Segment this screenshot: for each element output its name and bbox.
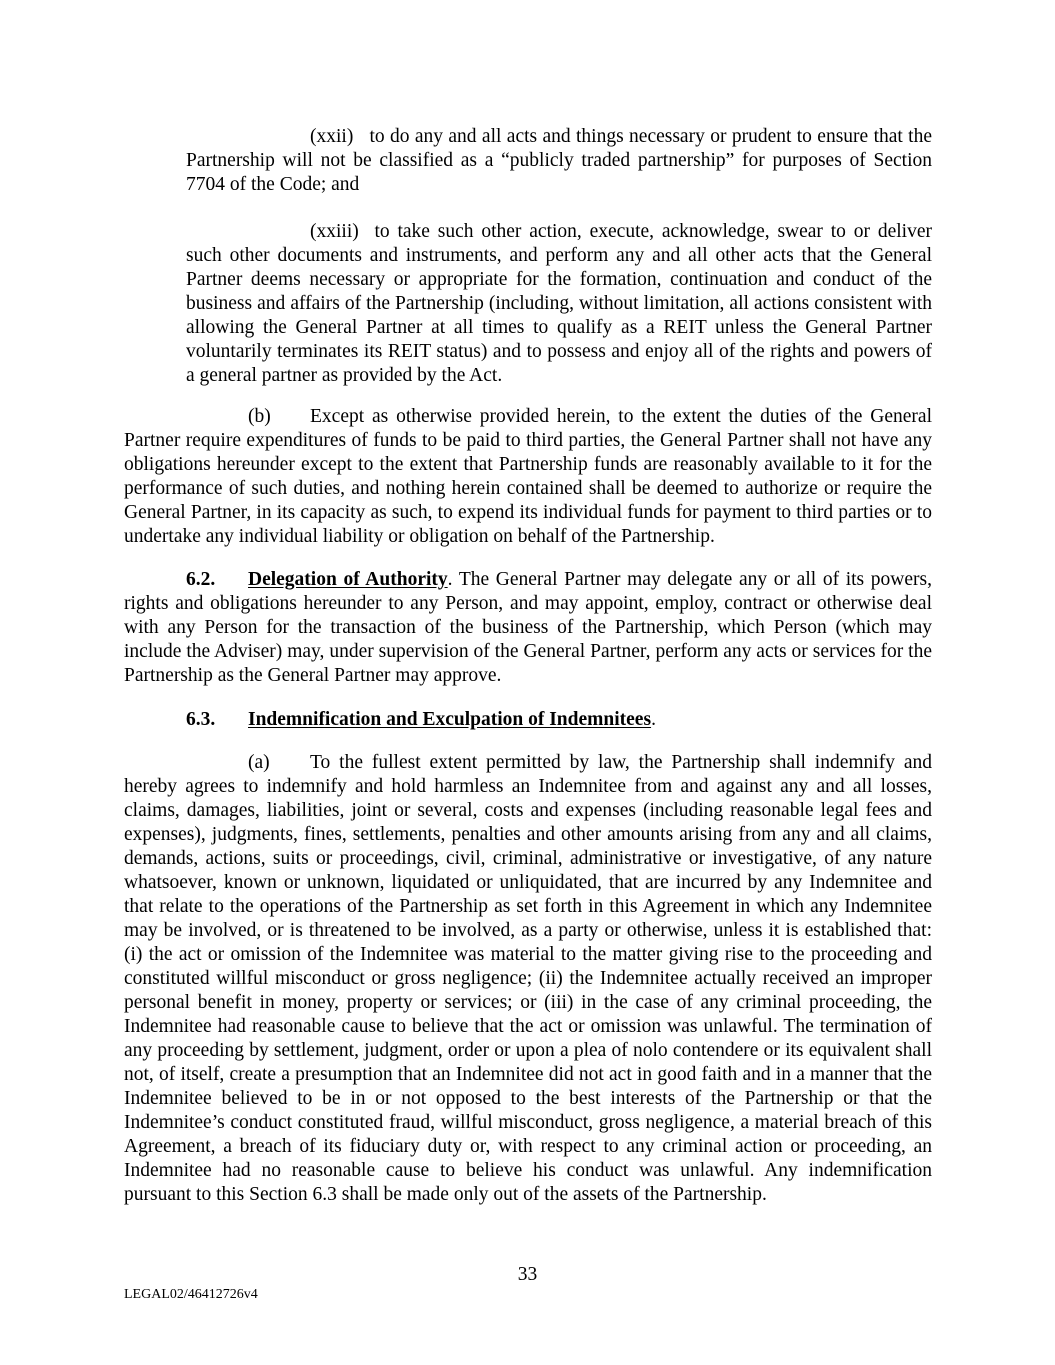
section-6-2-title: Delegation of Authority [248,569,448,590]
section-6-3-title-end: . [651,709,656,730]
section-6-3-a-text: To the fullest extent permitted by law, the Partnership shall indemnify and hereby agrees to indemnify and hold harmless an Indemnitee from and against any and all losses, claims, damages, liabilities, joint or several, costs and expenses (including reasonable legal fees and expenses), judgments, fines, settlements, penalties and other amounts arising from any and all claims, demands, actions, suits or proceedings, civil, criminal, administrative or investigative, of any nature whatsoever, known or unknown, liquidated or unliquidated, that are incurred by any Indemnitee and that relate to the operations of the Partnership as set forth in this Agreement in which any Indemnitee may be involved, or is threatened to be involved, as a party or otherwise, unless it is established that: (i) the act or omission of the Indemnitee was material to the matter giving rise to the proceeding and constituted willful misconduct or gross negligence; (ii) the Indemnitee actually received an improper personal benefit in money, property or services; or (iii) in the case of any criminal proceeding, the Indemnitee had reasonable cause to believe that the act or omission was unlawful. The termination of any proceeding by settlement, judgment, order or upon a plea of nolo contendere or its equivalent shall not, of itself, create a presumption that an Indemnitee did not act in good faith and in a manner that the Indemnitee believed to be in or not opposed to the best interests of the Partnership or that the Indemnitee’s conduct constituted fraud, willful misconduct, gross negligence, a material breach of this Agreement, a breach of its fiduciary duty or, with respect to any criminal action or proceeding, an Indemnitee had no reasonable cause to believe his conduct was unlawful. Any indemnification pursuant to this Section 6.3 shall be made only out of the assets of the Partnership. [124,752,932,1205]
clause-xxiii-label: (xxiii) [310,221,359,242]
section-6-3-a [124,751,932,1207]
section-6-1-b [124,405,932,549]
section-6-2-number: 6.2. [186,569,216,590]
section-6-2 [124,568,932,688]
clause-xxii [186,125,932,197]
section-6-3-heading [124,708,932,732]
clause-xxii-text: to do any and all acts and things necessary or prudent to ensure that the Partnership will not be classified as a “publicly traded partnership” for purposes of Section 7704 of the Code; and [186,126,933,195]
page-number: 33 [517,1264,538,1285]
clause-xxiii-text: to take such other action, execute, acknowledge, swear to or deliver such other documents and instruments, and perform any and all other acts that the General Partner deems necessary or appropriate for the formation, continuation and conduct of the business and affairs of the Partnership (including, without limitation, all actions consistent with allowing the General Partner at all times to qualify as a REIT unless the General Partner voluntarily terminates its REIT status) and to possess and enjoy all of the rights and powers of a general partner as provided by the Act. [186,221,932,386]
section-6-3-number: 6.3. [186,709,216,730]
clause-xxiii [186,220,932,388]
section-6-2-text: . The General Partner may delegate any or all of its powers, rights and obligations hereunder to any Person, and may appoint, employ, contract or otherwise deal with any Person for the transaction of the business of the Partnership, which Person (which may include the Adviser) may, under supervision of the General Partner, perform any acts or services for the Partnership as the General Partner may approve. [124,569,932,686]
section-6-1-b-label: (b) [248,406,271,427]
clause-xxii-label: (xxii) [310,126,354,147]
section-6-3-title: Indemnification and Exculpation of Indemnitees [248,709,652,730]
section-6-3-a-label: (a) [248,752,270,773]
section-6-1-b-text: Except as otherwise provided herein, to the extent the duties of the General Partner require expenditures of funds to be paid to third parties, the General Partner shall not have any obligations hereunder except to the extent that Partnership funds are reasonably available to it for the performance of such duties, and nothing herein contained shall be deemed to authorize or require the General Partner, in its capacity as such, to expend its individual funds for payment to third parties or to undertake any individual liability or obligation on behalf of the Partnership. [124,406,932,547]
document-id: LEGAL02/46412726v4 [124,1287,258,1302]
